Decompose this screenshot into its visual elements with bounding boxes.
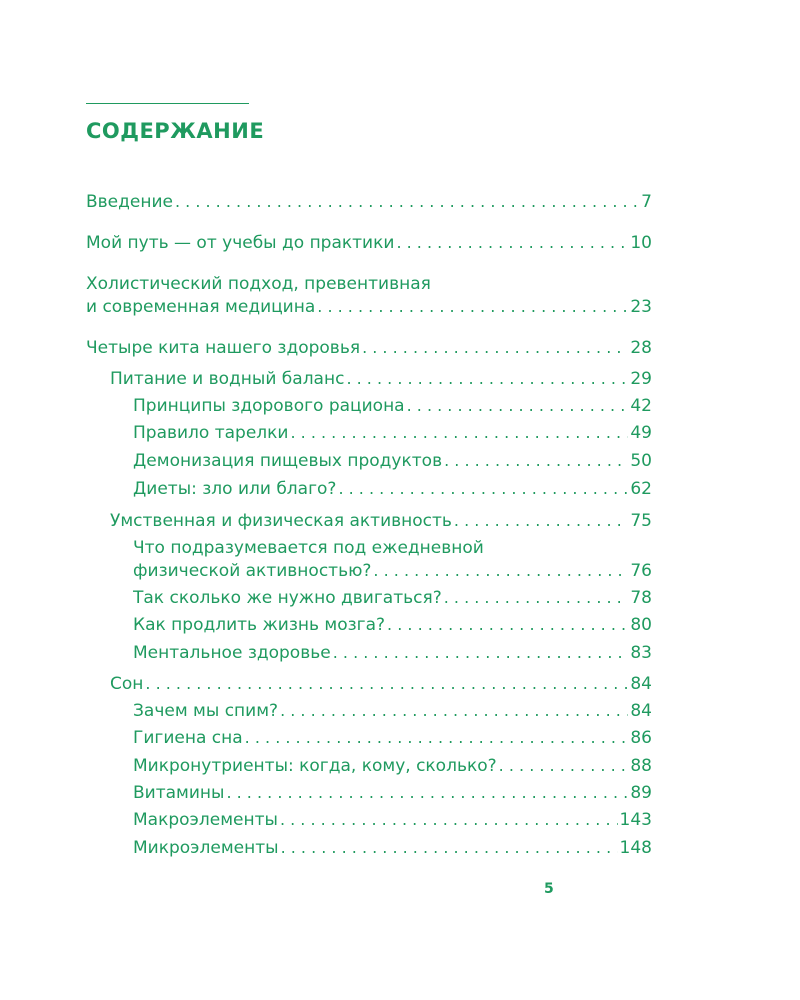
toc-entry-food-demonization[interactable] xyxy=(133,450,652,472)
toc-entry-label-line1: Что подразумевается под ежедневной xyxy=(133,538,484,558)
dot-leader xyxy=(281,837,618,859)
toc-entry-page: 83 xyxy=(630,643,652,663)
toc-entry-label: Демонизация пищевых продуктов xyxy=(133,451,443,471)
toc-entry-vitamins[interactable] xyxy=(133,782,652,804)
dot-leader xyxy=(346,368,628,390)
dot-leader xyxy=(290,422,628,444)
dot-leader xyxy=(373,560,628,582)
toc-entry-page: 88 xyxy=(630,756,652,776)
toc-entry-label: Умственная и физическая активность xyxy=(110,511,452,531)
dot-leader xyxy=(317,296,628,318)
toc-entry-nutrition[interactable] xyxy=(110,368,652,390)
dot-leader xyxy=(444,587,629,609)
toc-entry-page: 23 xyxy=(630,297,652,317)
toc-entry-label: физической активностью? xyxy=(133,561,372,581)
toc-entry-page: 42 xyxy=(630,396,652,416)
toc-entry-activity[interactable] xyxy=(110,510,652,532)
toc-entry-page: 50 xyxy=(630,451,652,471)
dot-leader xyxy=(499,755,629,777)
toc-entry-intro[interactable] xyxy=(86,191,652,213)
page-title: СОДЕРЖАНИЕ xyxy=(86,119,265,143)
toc-entry-page: 76 xyxy=(630,561,652,581)
toc-entry-label: Микроэлементы xyxy=(133,838,279,858)
toc-entry-brain-life[interactable] xyxy=(133,614,652,636)
toc-entry-label: Гигиена сна xyxy=(133,728,243,748)
dot-leader xyxy=(444,450,628,472)
toc-entry-page: 75 xyxy=(630,511,652,531)
toc-entry-mental-health[interactable] xyxy=(133,642,652,664)
toc-entry-label-line1: Холистический подход, превентивная xyxy=(86,274,431,294)
dot-leader xyxy=(338,478,628,500)
dot-leader xyxy=(407,395,629,417)
dot-leader xyxy=(145,673,628,695)
toc-entry-label: Микронутриенты: когда, кому, сколько? xyxy=(133,756,497,776)
dot-leader xyxy=(280,809,618,831)
toc-entry-label: Так сколько же нужно двигаться? xyxy=(133,588,442,608)
dot-leader xyxy=(396,232,628,254)
toc-entry-sleep[interactable] xyxy=(110,673,652,695)
toc-entry-diets[interactable] xyxy=(133,478,652,500)
toc-entry-page: 84 xyxy=(630,674,652,694)
toc-entry-why-sleep[interactable] xyxy=(133,700,652,722)
toc-entry-page: 29 xyxy=(630,369,652,389)
toc-entry-page: 49 xyxy=(630,423,652,443)
dot-leader xyxy=(175,191,639,213)
toc-entry-label: Сон xyxy=(110,674,144,694)
toc-entry-page: 78 xyxy=(630,588,652,608)
toc-entry-how-much-move[interactable] xyxy=(133,587,652,609)
toc-entry-sleep-hygiene[interactable] xyxy=(133,727,652,749)
page-number: 5 xyxy=(544,881,554,897)
toc-entry-label: и современная медицина xyxy=(86,297,316,317)
heading-rule xyxy=(86,103,249,104)
toc-entry-label: Зачем мы спим? xyxy=(133,701,279,721)
toc-entry-label: Мой путь — от учебы до практики xyxy=(86,233,395,253)
toc-entry-label: Питание и водный баланс xyxy=(110,369,345,389)
toc-entry-page: 86 xyxy=(630,728,652,748)
dot-leader xyxy=(245,727,629,749)
toc-entry-label: Как продлить жизнь мозга? xyxy=(133,615,386,635)
toc-entry-page: 80 xyxy=(630,615,652,635)
toc-entry-label: Принципы здорового рациона xyxy=(133,396,405,416)
toc-entry-page: 84 xyxy=(630,701,652,721)
dot-leader xyxy=(280,700,628,722)
toc-entry-microelements[interactable] xyxy=(133,837,652,859)
toc-entry-diet-principles[interactable] xyxy=(133,395,652,417)
dot-leader xyxy=(333,642,629,664)
toc-entry-page: 7 xyxy=(641,192,652,212)
toc-entry-label: Введение xyxy=(86,192,173,212)
toc-entry-label: Диеты: зло или благо? xyxy=(133,479,337,499)
toc-entry-page: 10 xyxy=(630,233,652,253)
toc-entry-label: Макроэлементы xyxy=(133,810,278,830)
dot-leader xyxy=(454,510,628,532)
toc-entry-page: 28 xyxy=(630,338,652,358)
toc-entry-page: 89 xyxy=(630,783,652,803)
toc-entry-label: Ментальное здоровье xyxy=(133,643,331,663)
toc-entry-daily-activity[interactable] xyxy=(133,560,652,582)
toc-entry-macroelements[interactable] xyxy=(133,809,652,831)
toc-entry-four-whales[interactable] xyxy=(86,337,652,359)
toc-entry-page: 62 xyxy=(630,479,652,499)
dot-leader xyxy=(226,782,628,804)
toc-entry-holistic[interactable] xyxy=(86,296,652,318)
toc-entry-label: Правило тарелки xyxy=(133,423,289,443)
dot-leader xyxy=(387,614,628,636)
toc-entry-page: 143 xyxy=(619,810,652,830)
toc-entry-my-path[interactable] xyxy=(86,232,652,254)
toc-entry-plate-rule[interactable] xyxy=(133,422,652,444)
toc-entry-label: Витамины xyxy=(133,783,225,803)
toc-entry-micronutrients[interactable] xyxy=(133,755,652,777)
toc-entry-page: 148 xyxy=(619,838,652,858)
dot-leader xyxy=(362,337,628,359)
toc-entry-label: Четыре кита нашего здоровья xyxy=(86,338,361,358)
